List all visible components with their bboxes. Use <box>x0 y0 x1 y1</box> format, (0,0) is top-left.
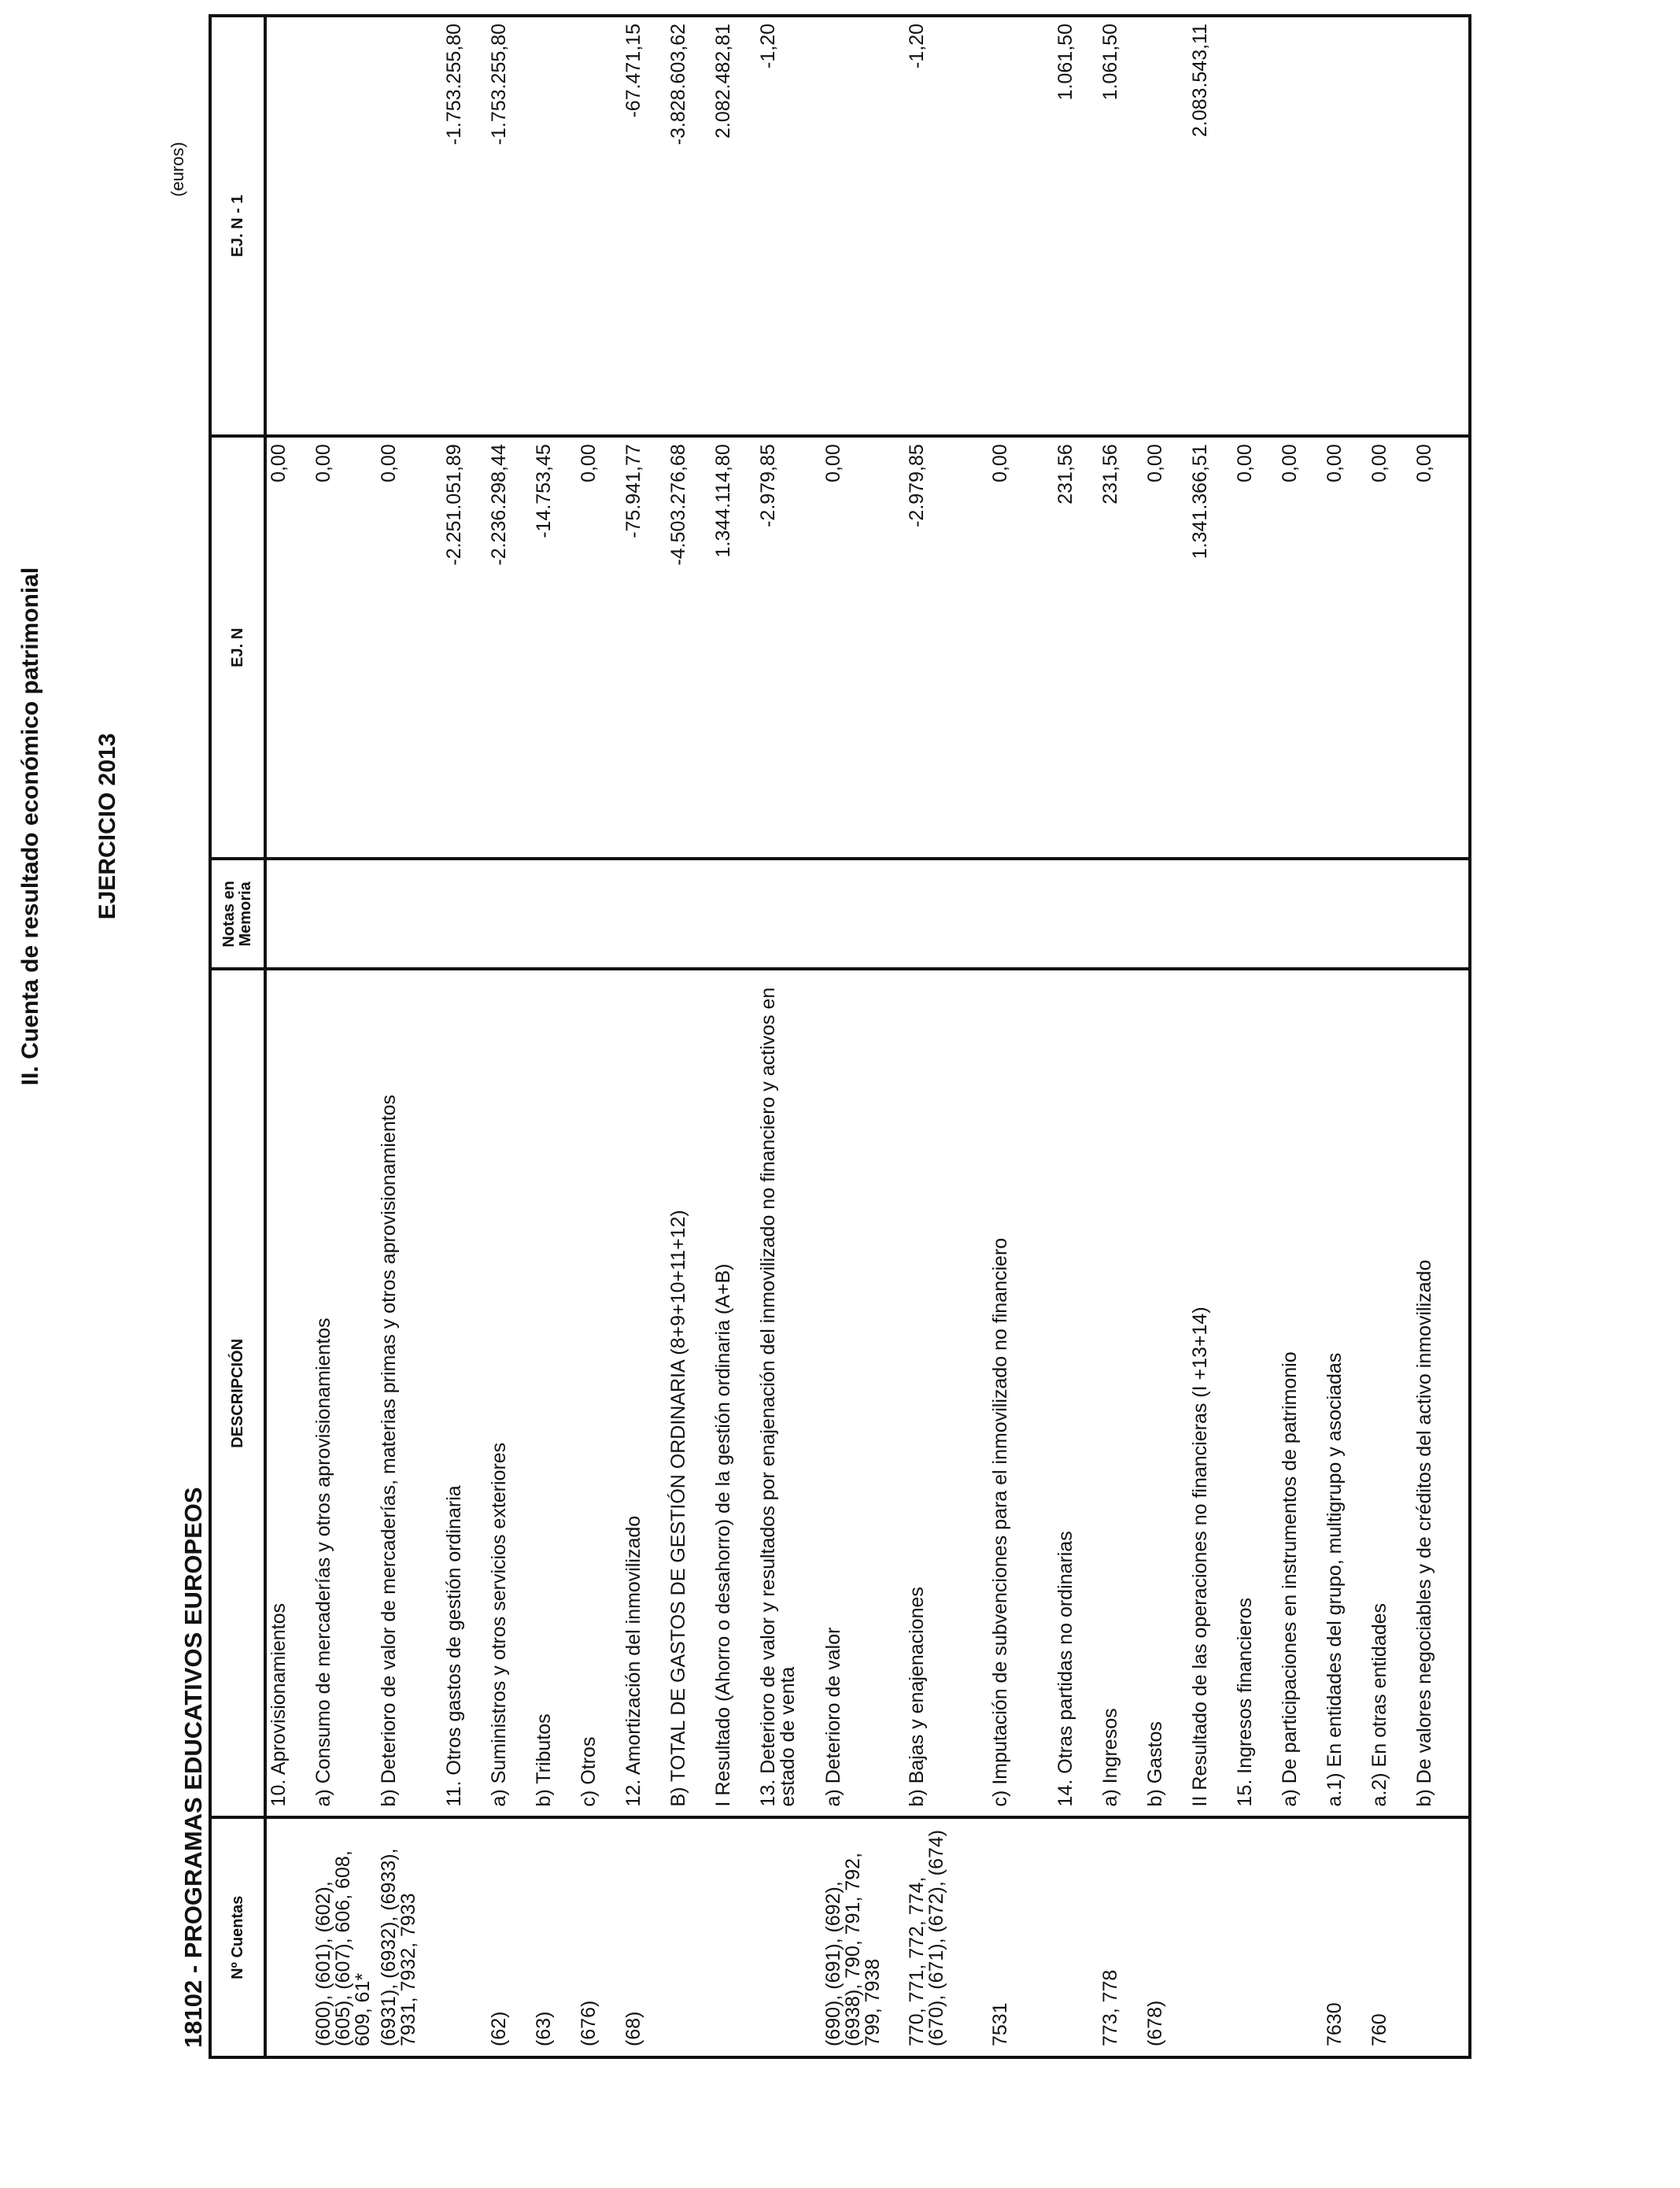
cell-previous-year <box>265 16 312 436</box>
cell-previous-year <box>1412 16 1470 436</box>
table-row <box>1323 16 1368 2057</box>
cell-accounts: 7531 <box>988 1817 1054 2057</box>
cell-description: 14. Otras partidas no ordinarias <box>1054 969 1098 1817</box>
cell-previous-year <box>532 16 577 436</box>
cell-accounts: 760 <box>1368 1817 1412 2057</box>
cell-accounts <box>1233 1817 1278 2057</box>
cell-notes <box>1098 859 1143 969</box>
cell-description: 10. Aprovisionamientos <box>265 969 312 1817</box>
table-row <box>622 16 666 2057</box>
cell-description: 12. Amortización del inmovilizado <box>622 969 666 1817</box>
table-row <box>711 16 756 2057</box>
cell-accounts: (600), (601), (602), (605), (607), 606, 608, 609, 61* <box>312 1817 377 2057</box>
table-row <box>577 16 622 2057</box>
cell-previous-year: -1.753.255,80 <box>442 16 487 436</box>
cell-accounts: (678) <box>1143 1817 1188 2057</box>
cell-accounts <box>442 1817 487 2057</box>
cell-notes <box>487 859 532 969</box>
cell-notes <box>1188 859 1233 969</box>
cell-current-year: -75.941,77 <box>622 436 666 859</box>
table-row <box>988 16 1054 2057</box>
cell-accounts <box>1054 1817 1098 2057</box>
cell-notes <box>622 859 666 969</box>
cell-current-year: 0,00 <box>312 436 377 859</box>
cell-description: B) TOTAL DE GASTOS DE GESTIÓN ORDINARIA (8+9+10+11+12) <box>666 969 711 1817</box>
table-row <box>1278 16 1323 2057</box>
cell-notes <box>377 859 442 969</box>
cell-description: 11. Otros gastos de gestión ordinaria <box>442 969 487 1817</box>
cell-notes <box>822 859 905 969</box>
table-row <box>487 16 532 2057</box>
table-row <box>822 16 905 2057</box>
cell-previous-year <box>1143 16 1188 436</box>
col-header-notes: Notas en Memoria <box>210 859 265 969</box>
cell-notes <box>711 859 756 969</box>
exercise-year: EJERCICIO 2013 <box>94 733 120 920</box>
cell-description: a.2) En otras entidades <box>1368 969 1412 1817</box>
cell-description: c) Imputación de subvenciones para el inmovilizado no financiero <box>988 969 1054 1817</box>
cell-current-year: -14.753,45 <box>532 436 577 859</box>
cell-accounts <box>666 1817 711 2057</box>
cell-notes <box>1278 859 1323 969</box>
cell-notes <box>532 859 577 969</box>
cell-current-year: -2.979,85 <box>905 436 988 859</box>
cell-description: b) De valores negociables y de créditos del activo inmovilizado <box>1412 969 1470 1817</box>
cell-accounts: (62) <box>487 1817 532 2057</box>
table-row <box>312 16 377 2057</box>
cell-accounts <box>1278 1817 1323 2057</box>
cell-accounts: 7630 <box>1323 1817 1368 2057</box>
cell-current-year: 0,00 <box>988 436 1054 859</box>
cell-notes <box>312 859 377 969</box>
cell-notes <box>1143 859 1188 969</box>
cell-current-year: 0,00 <box>1278 436 1323 859</box>
cell-description: a.1) En entidades del grupo, multigrupo y asociadas <box>1323 969 1368 1817</box>
cell-current-year: 0,00 <box>822 436 905 859</box>
cell-current-year: 0,00 <box>377 436 442 859</box>
cell-notes <box>756 859 822 969</box>
cell-accounts: 770, 771, 772, 774, (670), (671), (672), (674) <box>905 1817 988 2057</box>
cell-accounts: 773, 778 <box>1098 1817 1143 2057</box>
cell-accounts: (690), (691), (692), (6938), 790, 791, 792, 799, 7938 <box>822 1817 905 2057</box>
cell-accounts <box>265 1817 312 2057</box>
cell-notes <box>988 859 1054 969</box>
table-row <box>1054 16 1098 2057</box>
col-header-accounts: Nº Cuentas <box>210 1817 265 2057</box>
cell-accounts: (6931), (6932), (6933), 7931, 7932, 7933 <box>377 1817 442 2057</box>
table-row <box>442 16 487 2057</box>
report-title: II. Cuenta de resultado económico patrimonial <box>17 567 43 1086</box>
cell-current-year: -2.236.298,44 <box>487 436 532 859</box>
cell-accounts: (63) <box>532 1817 577 2057</box>
cell-description: 13. Deterioro de valor y resultados por enajenación del inmovilizado no financiero y activos en estado de venta <box>756 969 822 1817</box>
cell-previous-year: 2.083.543,11 <box>1188 16 1233 436</box>
cell-current-year: 0,00 <box>1323 436 1368 859</box>
cell-description: 15. Ingresos financieros <box>1233 969 1278 1817</box>
table-row <box>666 16 711 2057</box>
table-row <box>1368 16 1412 2057</box>
cell-previous-year <box>1368 16 1412 436</box>
cell-notes <box>265 859 312 969</box>
cell-previous-year <box>377 16 442 436</box>
cell-notes <box>1323 859 1368 969</box>
table-row <box>1233 16 1278 2057</box>
table-row <box>1098 16 1143 2057</box>
cell-previous-year <box>822 16 905 436</box>
cell-description: b) Deterioro de valor de mercaderías, materias primas y otros aprovisionamientos <box>377 969 442 1817</box>
cell-current-year: 231,56 <box>1054 436 1098 859</box>
cell-description: b) Bajas y enajenaciones <box>905 969 988 1817</box>
cell-accounts <box>1188 1817 1233 2057</box>
cell-previous-year: -1,20 <box>905 16 988 436</box>
cell-previous-year: 2.082.482,81 <box>711 16 756 436</box>
income-statement-table <box>209 14 1471 2059</box>
table-row <box>756 16 822 2057</box>
cell-previous-year <box>312 16 377 436</box>
cell-current-year: 0,00 <box>1368 436 1412 859</box>
cell-notes <box>577 859 622 969</box>
cell-current-year: 1.341.366,51 <box>1188 436 1233 859</box>
table-body <box>265 16 1470 2057</box>
cell-current-year: -2.251.051,89 <box>442 436 487 859</box>
cell-description: b) Gastos <box>1143 969 1188 1817</box>
cell-previous-year: -3.828.603,62 <box>666 16 711 436</box>
table-row <box>1188 16 1233 2057</box>
table-header-row <box>210 16 265 2057</box>
cell-accounts <box>711 1817 756 2057</box>
table-row <box>377 16 442 2057</box>
cell-description: a) Deterioro de valor <box>822 969 905 1817</box>
entity-name: 18102 - PROGRAMAS EDUCATIVOS EUROPEOS <box>179 1487 207 2048</box>
cell-previous-year: -67.471,15 <box>622 16 666 436</box>
cell-current-year: 0,00 <box>1412 436 1470 859</box>
cell-previous-year <box>577 16 622 436</box>
cell-previous-year <box>1323 16 1368 436</box>
cell-notes <box>1233 859 1278 969</box>
cell-current-year: 0,00 <box>265 436 312 859</box>
cell-notes <box>905 859 988 969</box>
cell-accounts <box>756 1817 822 2057</box>
cell-description: a) Suministros y otros servicios exteriores <box>487 969 532 1817</box>
cell-notes <box>1412 859 1470 969</box>
cell-description: c) Otros <box>577 969 622 1817</box>
currency-units: (euros) <box>168 142 187 197</box>
table-row <box>1143 16 1188 2057</box>
cell-current-year: 0,00 <box>577 436 622 859</box>
table-row <box>905 16 988 2057</box>
col-header-description: DESCRIPCIÓN <box>210 969 265 1817</box>
cell-description: a) De participaciones en instrumentos de patrimonio <box>1278 969 1323 1817</box>
cell-accounts: (676) <box>577 1817 622 2057</box>
cell-notes <box>1368 859 1412 969</box>
table-row <box>532 16 577 2057</box>
cell-notes <box>442 859 487 969</box>
cell-previous-year: 1.061,50 <box>1098 16 1143 436</box>
cell-current-year: 231,56 <box>1098 436 1143 859</box>
cell-accounts: (68) <box>622 1817 666 2057</box>
cell-description: I Resultado (Ahorro o desahorro) de la gestión ordinaria (A+B) <box>711 969 756 1817</box>
cell-description: a) Consumo de mercaderías y otros aprovisionamientos <box>312 969 377 1817</box>
cell-accounts <box>1412 1817 1470 2057</box>
cell-description: II Resultado de las operaciones no financieras (I +13+14) <box>1188 969 1233 1817</box>
cell-notes <box>1054 859 1098 969</box>
cell-notes <box>666 859 711 969</box>
cell-previous-year <box>1233 16 1278 436</box>
cell-previous-year: 1.061,50 <box>1054 16 1098 436</box>
cell-description: b) Tributos <box>532 969 577 1817</box>
cell-current-year: -4.503.276,68 <box>666 436 711 859</box>
cell-current-year: -2.979,85 <box>756 436 822 859</box>
cell-previous-year <box>1278 16 1323 436</box>
cell-previous-year: -1,20 <box>756 16 822 436</box>
cell-previous-year: -1.753.255,80 <box>487 16 532 436</box>
cell-current-year: 0,00 <box>1233 436 1278 859</box>
cell-previous-year <box>988 16 1054 436</box>
col-header-previous-year: EJ. N - 1 <box>210 16 265 436</box>
table-row <box>1412 16 1470 2057</box>
cell-current-year: 1.344.114,80 <box>711 436 756 859</box>
table-row <box>265 16 312 2057</box>
cell-description: a) Ingresos <box>1098 969 1143 1817</box>
cell-current-year: 0,00 <box>1143 436 1188 859</box>
col-header-current-year: EJ. N <box>210 436 265 859</box>
